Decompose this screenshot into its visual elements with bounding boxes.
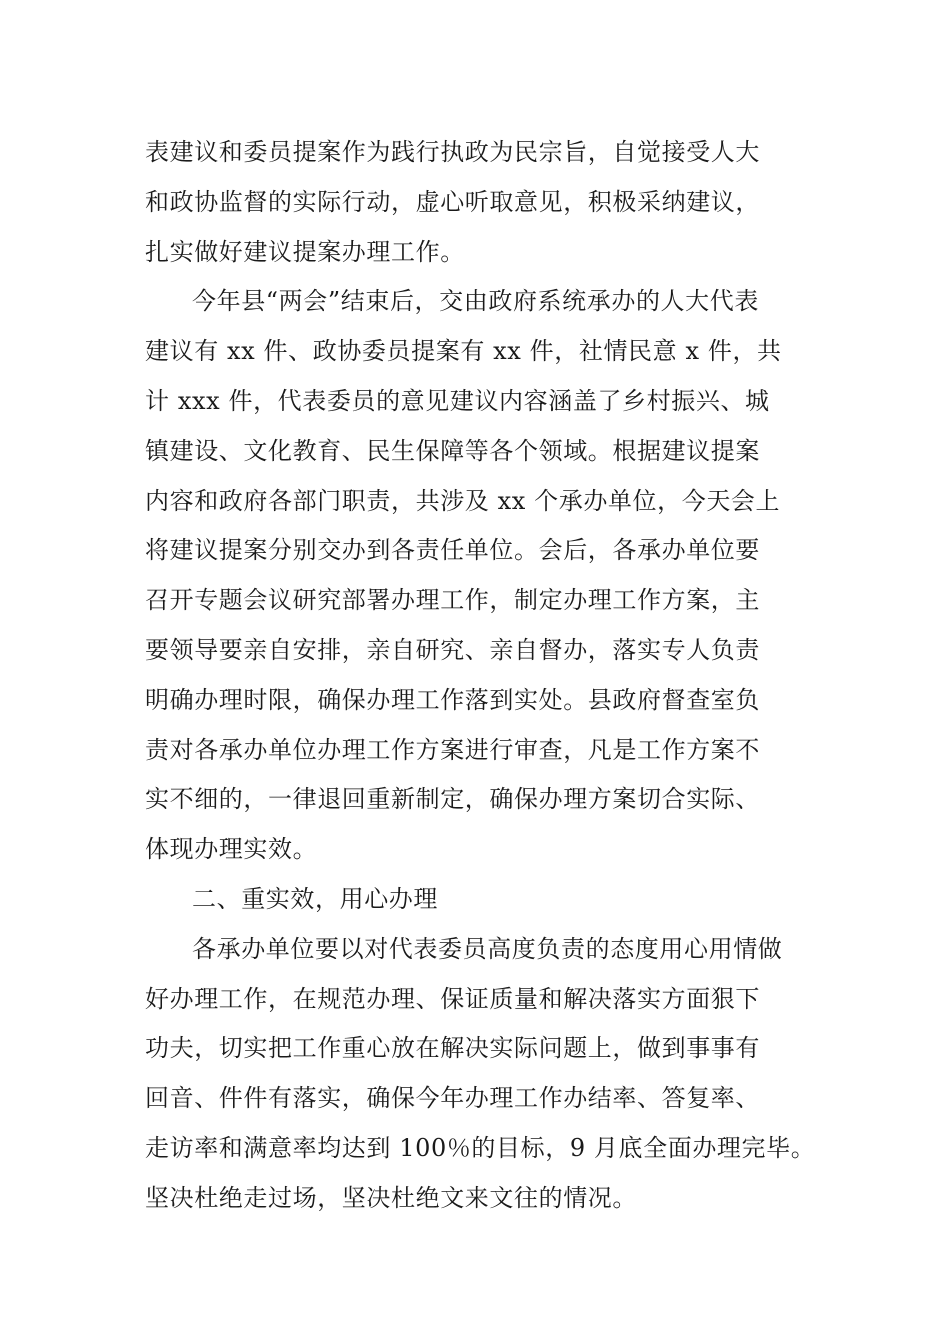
document-body xyxy=(145,128,845,1224)
text-line-15: 体现办理实效。 xyxy=(145,835,318,864)
text-line-7: 镇建设、文化教育、民生保障等各个领域。根据建议提案 xyxy=(145,436,760,465)
text-line-19: 功夫，切实把工作重心放在解决实际问题上，做到事事有 xyxy=(145,1034,760,1063)
text-line-1: 表建议和委员提案作为践行执政为民宗旨，自觉接受人大 xyxy=(145,138,760,166)
text-line-21: 走访率和满意率均达到 100％的目标，9 月底全面办理完毕。 xyxy=(145,1133,816,1162)
text-line-12: 明确办理时限，确保办理工作落到实处。县政府督查室负 xyxy=(145,685,760,714)
text-line-10: 召开专题会议研究部署办理工作，制定办理工作方案，主 xyxy=(145,586,760,615)
text-line-6: 计 xxx 件，代表委员的意见建议内容涵盖了乡村振兴、城 xyxy=(145,386,770,415)
text-line-18: 好办理工作，在规范办理、保证质量和解决落实方面狠下 xyxy=(145,984,760,1013)
text-line-4: 今年县“两会”结束后，交由政府系统承办的人大代表 xyxy=(192,287,759,316)
text-line-5: 建议有 xx 件、政协委员提案有 xx 件，社情民意 x 件，共 xyxy=(145,337,782,366)
text-line-20: 回音、件件有落实，确保今年办理工作办结率、答复率、 xyxy=(145,1084,760,1113)
text-line-13: 责对各承办单位办理工作方案进行审查，凡是工作方案不 xyxy=(145,735,760,764)
text-line-17: 各承办单位要以对代表委员高度负责的态度用心用情做 xyxy=(192,934,783,963)
text-line-9: 将建议提案分别交办到各责任单位。会后，各承办单位要 xyxy=(145,536,760,565)
text-line-14: 实不细的，一律退回重新制定，确保办理方案切合实际、 xyxy=(145,785,760,814)
text-line-11: 要领导要亲自安排，亲自研究、亲自督办，落实专人负责 xyxy=(145,635,760,664)
text-line-2: 和政协监督的实际行动，虚心听取意见，积极采纳建议， xyxy=(145,187,760,216)
text-line-22: 坚决杜绝走过场，坚决杜绝文来文往的情况。 xyxy=(145,1183,637,1212)
text-line-8: 内容和政府各部门职责，共涉及 xx 个承办单位，今天会上 xyxy=(145,486,781,515)
section-heading: 二、重实效，用心办理 xyxy=(192,884,438,913)
text-line-3: 扎实做好建议提案办理工作。 xyxy=(145,237,465,266)
